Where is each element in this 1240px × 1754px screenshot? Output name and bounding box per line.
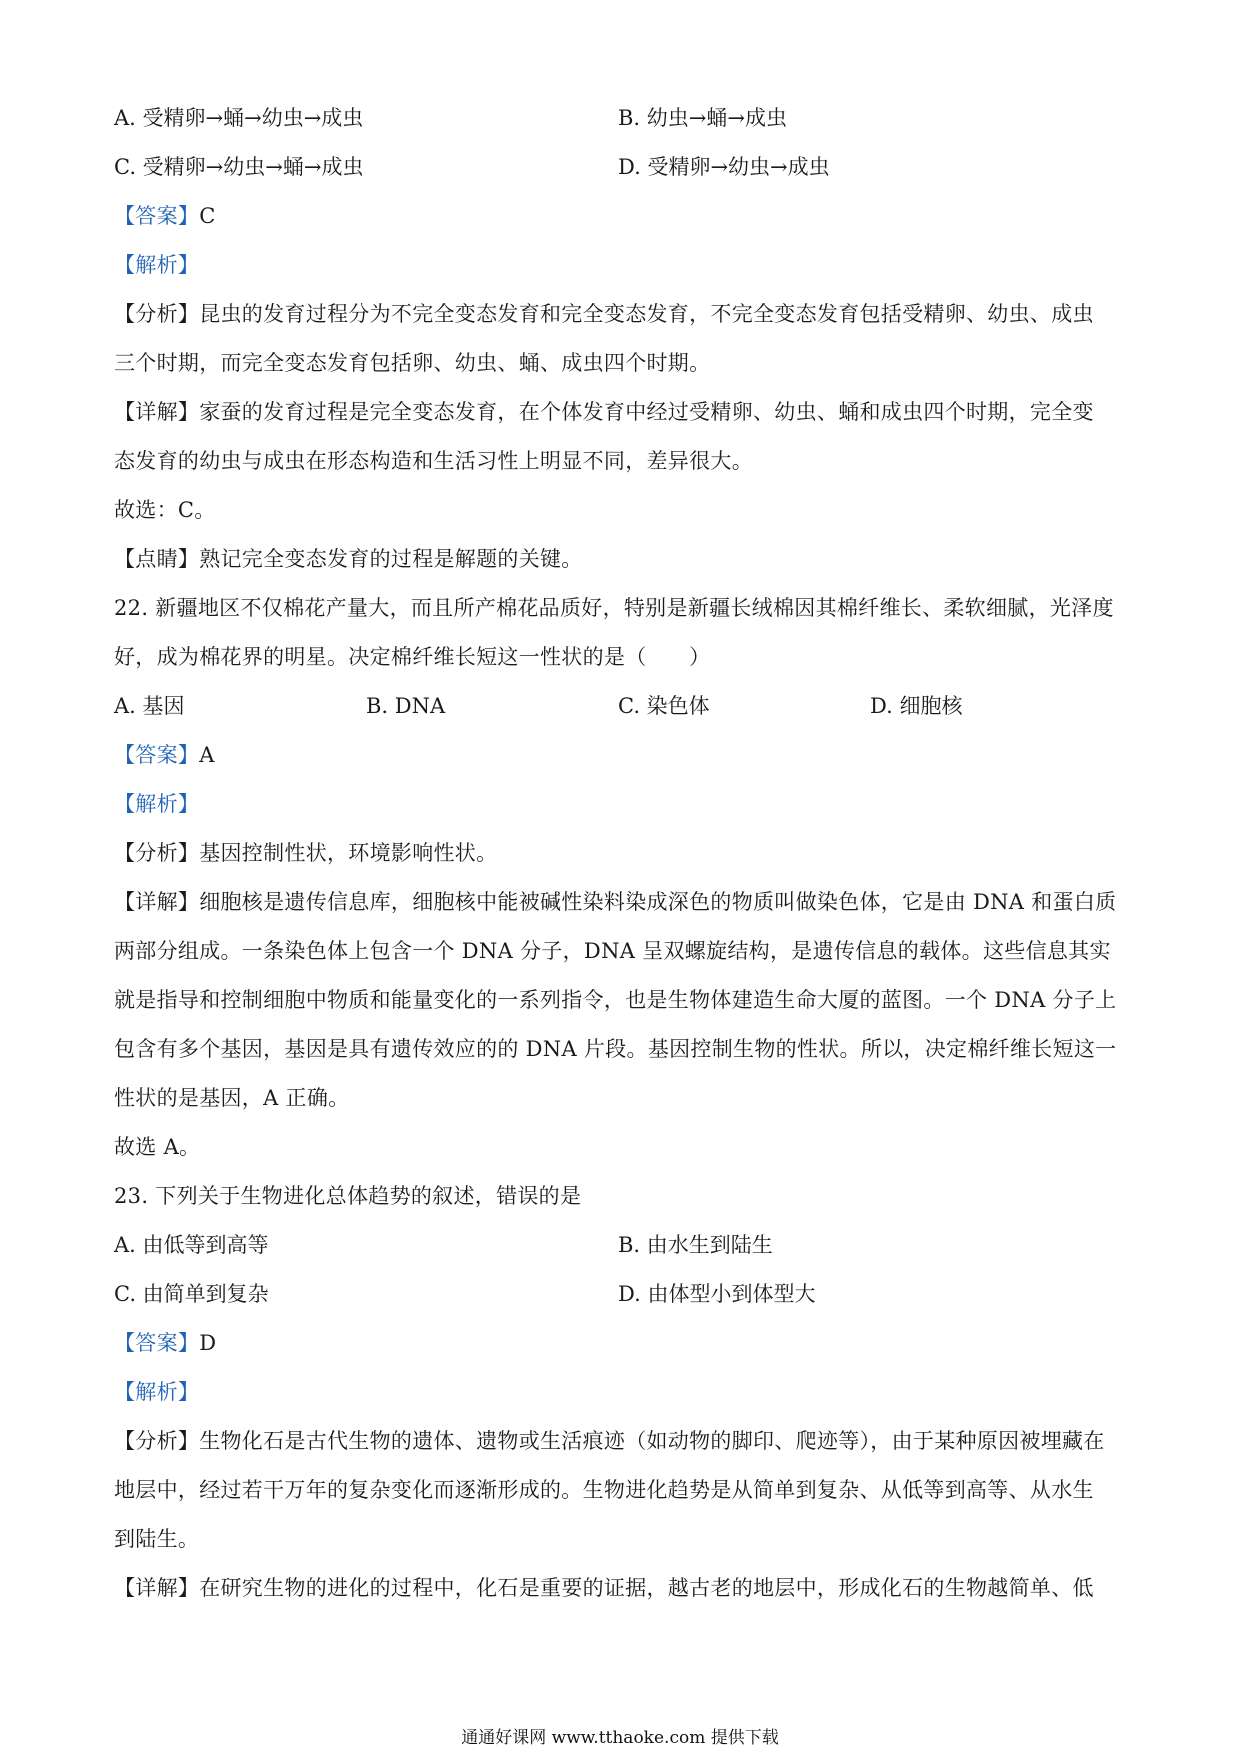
q22-option-a: A. 基因 — [114, 694, 185, 718]
answer-value: A — [199, 743, 215, 767]
q21-xiangjie-line-1: 【详解】家蚕的发育过程是完全变态发育，在个体发育中经过受精卵、幼虫、蛹和成虫四个时期，完全变 — [114, 400, 1094, 424]
q23-stem: 23. 下列关于生物进化总体趋势的叙述，错误的是 — [114, 1184, 582, 1208]
q22-option-c: C. 染色体 — [618, 694, 710, 718]
q22-xiangjie-line-3: 就是指导和控制细胞中物质和能量变化的一系列指令，也是生物体建造生命大厦的蓝图。一个 DNA 分子上 — [114, 988, 1117, 1012]
q23-option-a: A. 由低等到高等 — [114, 1233, 269, 1257]
q23-option-b: B. 由水生到陆生 — [618, 1233, 773, 1257]
q23-fenxi-line-3: 到陆生。 — [114, 1527, 200, 1551]
q21-option-a: A. 受精卵→蛹→幼虫→成虫 — [114, 106, 364, 130]
q23-option-d: D. 由体型小到体型大 — [618, 1282, 816, 1306]
q22-choice: 故选 A。 — [114, 1135, 201, 1159]
q21-xiangjie-line-2: 态发育的幼虫与成虫在形态构造和生活习性上明显不同，差异很大。 — [114, 449, 753, 473]
answer-value: C — [199, 204, 216, 228]
answer-tag: 【答案】 — [114, 1331, 200, 1355]
q22-stem-line-2: 好，成为棉花界的明星。决定棉纤维长短这一性状的是（ ） — [114, 645, 711, 669]
q22-stem-line-1: 22. 新疆地区不仅棉花产量大，而且所产棉花品质好，特别是新疆长绒棉因其棉纤维长、柔软细腻，光泽度 — [114, 596, 1114, 620]
q21-option-c: C. 受精卵→幼虫→蛹→成虫 — [114, 155, 364, 179]
q22-fenxi: 【分析】基因控制性状，环境影响性状。 — [114, 841, 498, 865]
q21-fenxi-line-2: 三个时期，而完全变态发育包括卵、幼虫、蛹、成虫四个时期。 — [114, 351, 711, 375]
q23-option-c: C. 由简单到复杂 — [114, 1282, 269, 1306]
q22-option-d: D. 细胞核 — [870, 694, 963, 718]
q23-xiangjie-line-1: 【详解】在研究生物的进化的过程中，化石是重要的证据，越古老的地层中，形成化石的生物越简单、低 — [114, 1576, 1094, 1600]
q21-dianjing: 【点睛】熟记完全变态发育的过程是解题的关键。 — [114, 547, 583, 571]
q21-choice: 故选：C。 — [114, 498, 216, 522]
q22-option-b: B. DNA — [366, 694, 446, 718]
q21-fenxi-line-1: 【分析】昆虫的发育过程分为不完全变态发育和完全变态发育，不完全变态发育包括受精卵、幼虫、成虫 — [114, 302, 1094, 326]
q22-answer — [114, 740, 1134, 770]
q23-fenxi-line-2: 地层中，经过若干万年的复杂变化而逐渐形成的。生物进化趋势是从简单到复杂、从低等到高等、从水生 — [114, 1478, 1094, 1502]
q21-answer — [114, 201, 1134, 231]
q22-analysis-tag: 【解析】 — [114, 792, 200, 816]
q22-xiangjie-line-5: 性状的是基因，A 正确。 — [114, 1086, 350, 1110]
q21-option-d: D. 受精卵→幼虫→成虫 — [618, 155, 830, 179]
q21-analysis-tag: 【解析】 — [114, 253, 200, 277]
q22-xiangjie-line-1: 【详解】细胞核是遗传信息库，细胞核中能被碱性染料染成深色的物质叫做染色体，它是由 DNA 和蛋白质 — [114, 890, 1117, 914]
q22-xiangjie-line-2: 两部分组成。一条染色体上包含一个 DNA 分子，DNA 呈双螺旋结构，是遗传信息的载体。这些信息其实 — [114, 939, 1111, 963]
answer-tag: 【答案】 — [114, 204, 200, 228]
answer-tag: 【答案】 — [114, 743, 200, 767]
page-footer: 通通好课网 www.tthaoke.com 提供下载 — [461, 1728, 779, 1748]
q22-xiangjie-line-4: 包含有多个基因，基因是具有遗传效应的的 DNA 片段。基因控制生物的性状。所以，决定棉纤维长短这一 — [114, 1037, 1117, 1061]
q21-option-b: B. 幼虫→蛹→成虫 — [618, 106, 787, 130]
answer-value: D — [199, 1331, 217, 1355]
q23-fenxi-line-1: 【分析】生物化石是古代生物的遗体、遗物或生活痕迹（如动物的脚印、爬迹等），由于某种原因被埋藏在 — [114, 1429, 1105, 1453]
q23-analysis-tag: 【解析】 — [114, 1380, 200, 1404]
q23-answer — [114, 1328, 1134, 1358]
